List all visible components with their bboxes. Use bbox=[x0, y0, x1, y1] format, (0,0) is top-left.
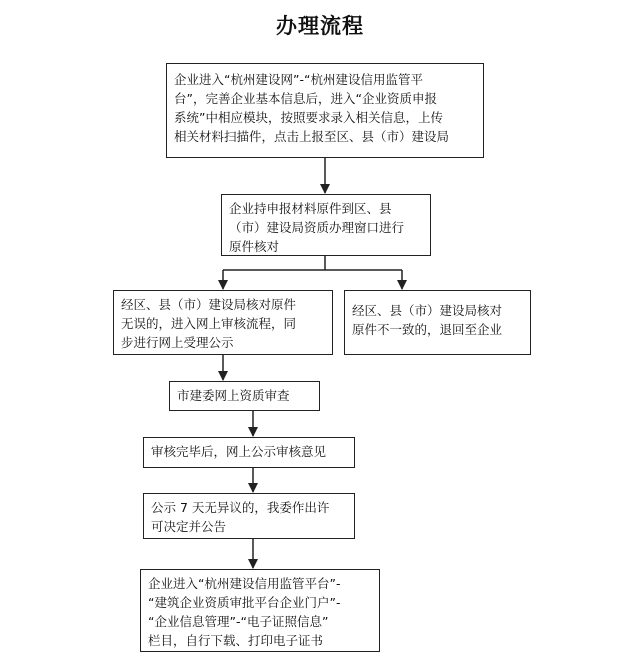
step-6-box: 公示 7 天无异议的，我委作出许 可决定并公告 bbox=[143, 493, 355, 539]
page-title: 办理流程 bbox=[276, 14, 364, 38]
step-4-box: 市建委网上资质审查 bbox=[169, 381, 320, 411]
step-1-box: 企业进入“杭州建设网”-“杭州建设信用监管平 台”，完善企业基本信息后，进入“企业资质申报 系统”中相应模块，按照要求录入相关信息，上传 相关材料扫描件，点击上报至区、县（市）建设局 bbox=[166, 63, 484, 158]
step-2-box: 企业持申报材料原件到区、县 （市）建设局资质办理窗口进行 原件核对 bbox=[221, 194, 431, 256]
step-3b-box: 经区、县（市）建设局核对 原件不一致的，退回至企业 bbox=[344, 290, 531, 355]
step-5-box: 审核完毕后，网上公示审核意见 bbox=[143, 437, 355, 468]
step-7-box: 企业进入“杭州建设信用监管平台”- “建筑企业资质审批平台企业门户”- “企业信息管理”-“电子证照信息” 栏目，自行下载、打印电子证书 bbox=[140, 569, 380, 652]
step-3a-box: 经区、县（市）建设局核对原件 无误的，进入网上审核流程，同 步进行网上受理公示 bbox=[113, 290, 333, 355]
